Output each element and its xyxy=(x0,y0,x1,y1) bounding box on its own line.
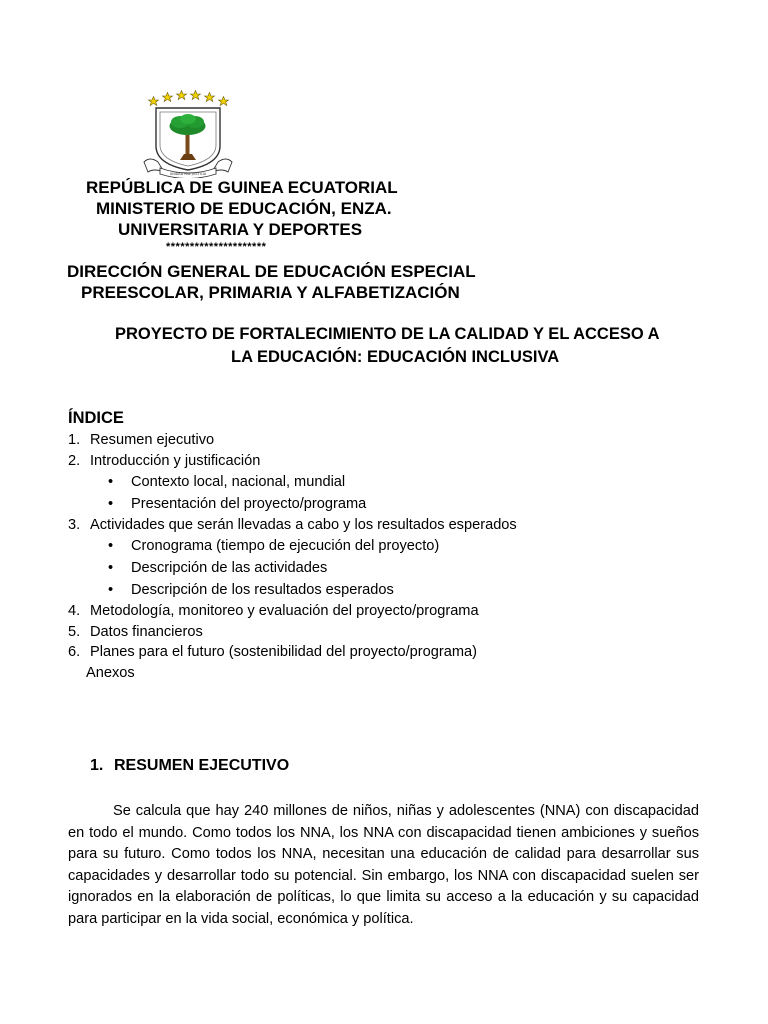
index-subitem xyxy=(108,496,366,512)
index-item-number: 5. xyxy=(68,624,81,640)
index-item xyxy=(68,453,260,469)
index-subitem xyxy=(108,538,439,554)
index-item-number: 4. xyxy=(68,603,81,619)
index-item-number: 6. xyxy=(68,644,81,660)
index-subitem-label: Presentación del proyecto/programa xyxy=(131,496,367,512)
header-separator: ********************* xyxy=(166,241,267,253)
section-paragraph: Se calcula que hay 240 millones de niños, niñas y adolescentes (NNA) con discapacidad en todo el mundo. Como todos los NNA, los NNA con discapacidad tienen ambiciones y sueños para su futuro. Como todos los NNA, necesitan una educación de calidad para desarrollar sus capacidades y desarrollar todo su potencial. Sin embargo, los NNA con discapacidad suelen ser ignorados en la elaboración de políticas, lo que limita su acceso a la educación y su capacidad para participar en la vida social, económica y política. xyxy=(68,803,699,927)
index-item-label: Planes para el futuro (sostenibilidad del proyecto/programa) xyxy=(90,644,477,660)
bullet-icon: • xyxy=(108,560,114,576)
project-title-line1: PROYECTO DE FORTALECIMIENTO DE LA CALIDAD Y EL ACCESO A xyxy=(115,325,660,343)
section-title: RESUMEN EJECUTIVO xyxy=(114,757,290,774)
bullet-icon: • xyxy=(108,496,114,512)
section-number: 1. xyxy=(90,757,104,774)
index-subitem xyxy=(108,474,345,490)
bullet-icon: • xyxy=(108,538,114,554)
index-item-label: Actividades que serán llevadas a cabo y los resultados esperados xyxy=(90,517,517,533)
index-item xyxy=(68,603,479,619)
index-item xyxy=(68,432,214,448)
index-item xyxy=(68,517,517,533)
index-item-number: 1. xyxy=(68,432,81,448)
header-direction-cont: PREESCOLAR, PRIMARIA Y ALFABETIZACIÓN xyxy=(81,283,460,302)
index-item-label: Resumen ejecutivo xyxy=(90,432,215,448)
header-republic: REPÚBLICA DE GUINEA ECUATORIAL xyxy=(86,178,398,197)
index-item xyxy=(68,624,203,640)
header-ministry: MINISTERIO DE EDUCACIÓN, ENZA. xyxy=(96,199,392,218)
project-title-line2: LA EDUCACIÓN: EDUCACIÓN INCLUSIVA xyxy=(231,348,560,366)
index-subitem xyxy=(108,560,327,576)
index-item-number: 2. xyxy=(68,453,81,469)
index-subitem-label: Descripción de las actividades xyxy=(131,560,328,576)
index-item-label: Datos financieros xyxy=(90,624,203,640)
index-subitem-label: Contexto local, nacional, mundial xyxy=(131,474,346,490)
index-subitem-label: Descripción de los resultados esperados xyxy=(131,582,394,598)
coat-of-arms-icon xyxy=(140,88,236,178)
index-item xyxy=(68,644,477,660)
header-direction: DIRECCIÓN GENERAL DE EDUCACIÓN ESPECIAL xyxy=(67,262,476,281)
index-subitem xyxy=(108,582,394,598)
header-ministry-cont: UNIVERSITARIA Y DEPORTES xyxy=(118,220,363,239)
index-item-label: Metodología, monitoreo y evaluación del proyecto/programa xyxy=(90,603,479,619)
bullet-icon: • xyxy=(108,582,114,598)
index-item-label: Introducción y justificación xyxy=(90,453,261,469)
index-item-number: 3. xyxy=(68,517,81,533)
index-subitem-label: Cronograma (tiempo de ejecución del proyecto) xyxy=(131,538,440,554)
index-heading: ÍNDICE xyxy=(68,409,124,427)
crest-banner-text: UNIDAD PAZ JUSTICIA xyxy=(169,172,207,176)
bullet-icon: • xyxy=(108,474,114,490)
index-anexos: Anexos xyxy=(86,665,135,681)
section-heading xyxy=(90,757,289,775)
